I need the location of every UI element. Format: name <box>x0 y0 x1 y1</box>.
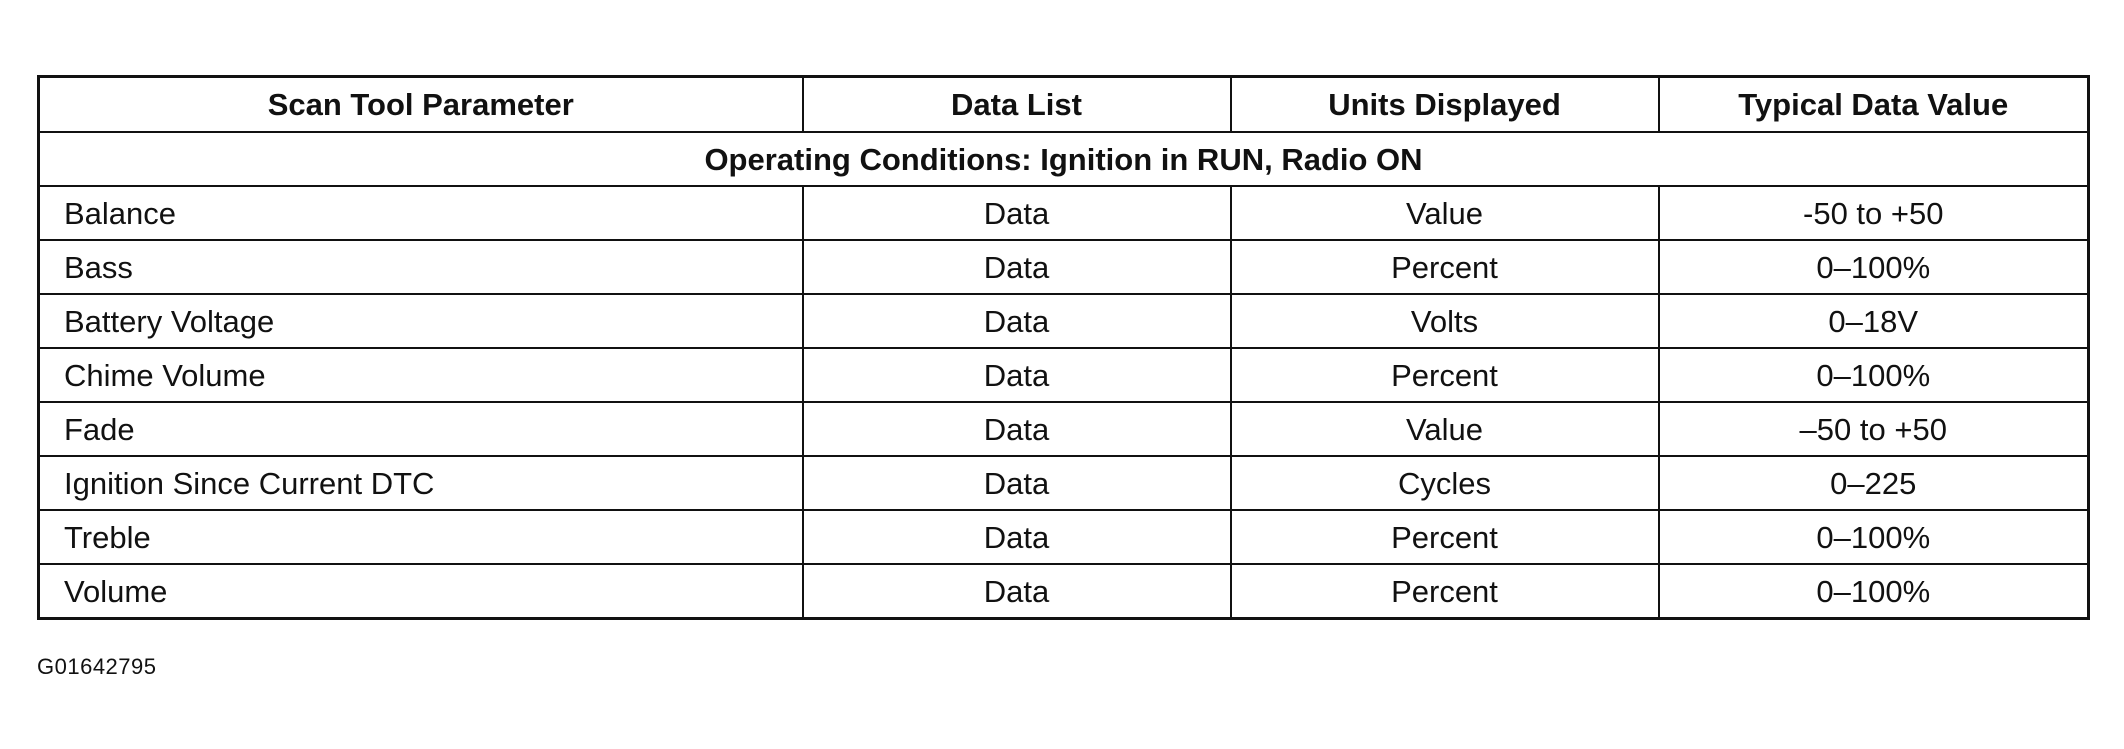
parameter-cell: Balance <box>39 186 803 240</box>
units-cell: Value <box>1231 402 1659 456</box>
header-units-displayed: Units Displayed <box>1231 77 1659 133</box>
operating-conditions-cell: Operating Conditions: Ignition in RUN, Radio ON <box>39 132 2089 186</box>
parameter-cell: Chime Volume <box>39 348 803 402</box>
data-list-cell: Data <box>803 564 1231 619</box>
data-list-cell: Data <box>803 240 1231 294</box>
table-row <box>39 456 2089 510</box>
units-cell: Percent <box>1231 564 1659 619</box>
table-row <box>39 348 2089 402</box>
scan-tool-data-table-container <box>37 75 2087 620</box>
header-scan-tool-parameter: Scan Tool Parameter <box>39 77 803 133</box>
parameter-cell: Battery Voltage <box>39 294 803 348</box>
typical-value-cell: 0–100% <box>1659 510 2089 564</box>
data-list-cell: Data <box>803 294 1231 348</box>
data-list-cell: Data <box>803 456 1231 510</box>
units-cell: Cycles <box>1231 456 1659 510</box>
data-list-cell: Data <box>803 186 1231 240</box>
typical-value-cell: -50 to +50 <box>1659 186 2089 240</box>
units-cell: Percent <box>1231 348 1659 402</box>
parameter-cell: Bass <box>39 240 803 294</box>
table-row <box>39 186 2089 240</box>
header-data-list: Data List <box>803 77 1231 133</box>
table-header-row <box>39 77 2089 133</box>
parameter-cell: Treble <box>39 510 803 564</box>
typical-value-cell: 0–18V <box>1659 294 2089 348</box>
units-cell: Percent <box>1231 510 1659 564</box>
units-cell: Percent <box>1231 240 1659 294</box>
units-cell: Value <box>1231 186 1659 240</box>
table-row <box>39 510 2089 564</box>
figure-id-label: G01642795 <box>37 654 157 679</box>
typical-value-cell: 0–100% <box>1659 348 2089 402</box>
typical-value-cell: –50 to +50 <box>1659 402 2089 456</box>
table-row <box>39 294 2089 348</box>
table-row <box>39 402 2089 456</box>
scan-tool-data-table <box>37 75 2090 620</box>
operating-conditions-row <box>39 132 2089 186</box>
data-list-cell: Data <box>803 402 1231 456</box>
parameter-cell: Fade <box>39 402 803 456</box>
units-cell: Volts <box>1231 294 1659 348</box>
typical-value-cell: 0–100% <box>1659 564 2089 619</box>
header-typical-data-value: Typical Data Value <box>1659 77 2089 133</box>
data-list-cell: Data <box>803 510 1231 564</box>
parameter-cell: Ignition Since Current DTC <box>39 456 803 510</box>
table-row <box>39 564 2089 619</box>
typical-value-cell: 0–100% <box>1659 240 2089 294</box>
typical-value-cell: 0–225 <box>1659 456 2089 510</box>
parameter-cell: Volume <box>39 564 803 619</box>
data-list-cell: Data <box>803 348 1231 402</box>
table-row <box>39 240 2089 294</box>
